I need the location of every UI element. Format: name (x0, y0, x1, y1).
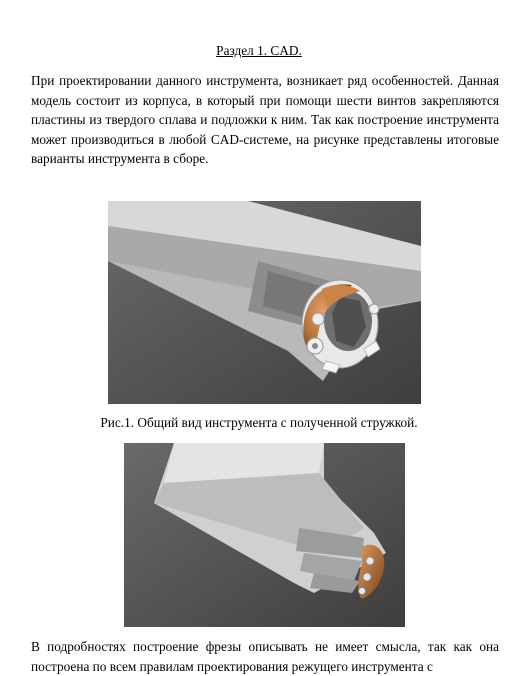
tool-render-image-2 (124, 443, 405, 627)
tool-render-image-1 (108, 201, 421, 404)
section-heading: Раздел 1. CAD. (216, 43, 302, 58)
figure-2-tool-render (124, 443, 405, 627)
figure-1-caption: Рис.1. Общий вид инструмента с полученной стружкой. (100, 415, 418, 430)
figure-1-tool-render (108, 201, 421, 404)
continuation-paragraph: В подробностях построение фрезы описывать не имеет смысла, так как она построена по всем правилам проектирования режущего инструмента с (31, 639, 499, 674)
intro-paragraph: При проектировании данного инструмента, возникает ряд особенностей. Данная модель состоит из корпуса, в который при помощи шести винтов закрепляются пластины из твердого сплава и подложки к ним. Так как построение инструмента может производиться в любой CAD-системе, на рисунке представлены итоговые варианты инструмента в сборе. (31, 73, 499, 167)
